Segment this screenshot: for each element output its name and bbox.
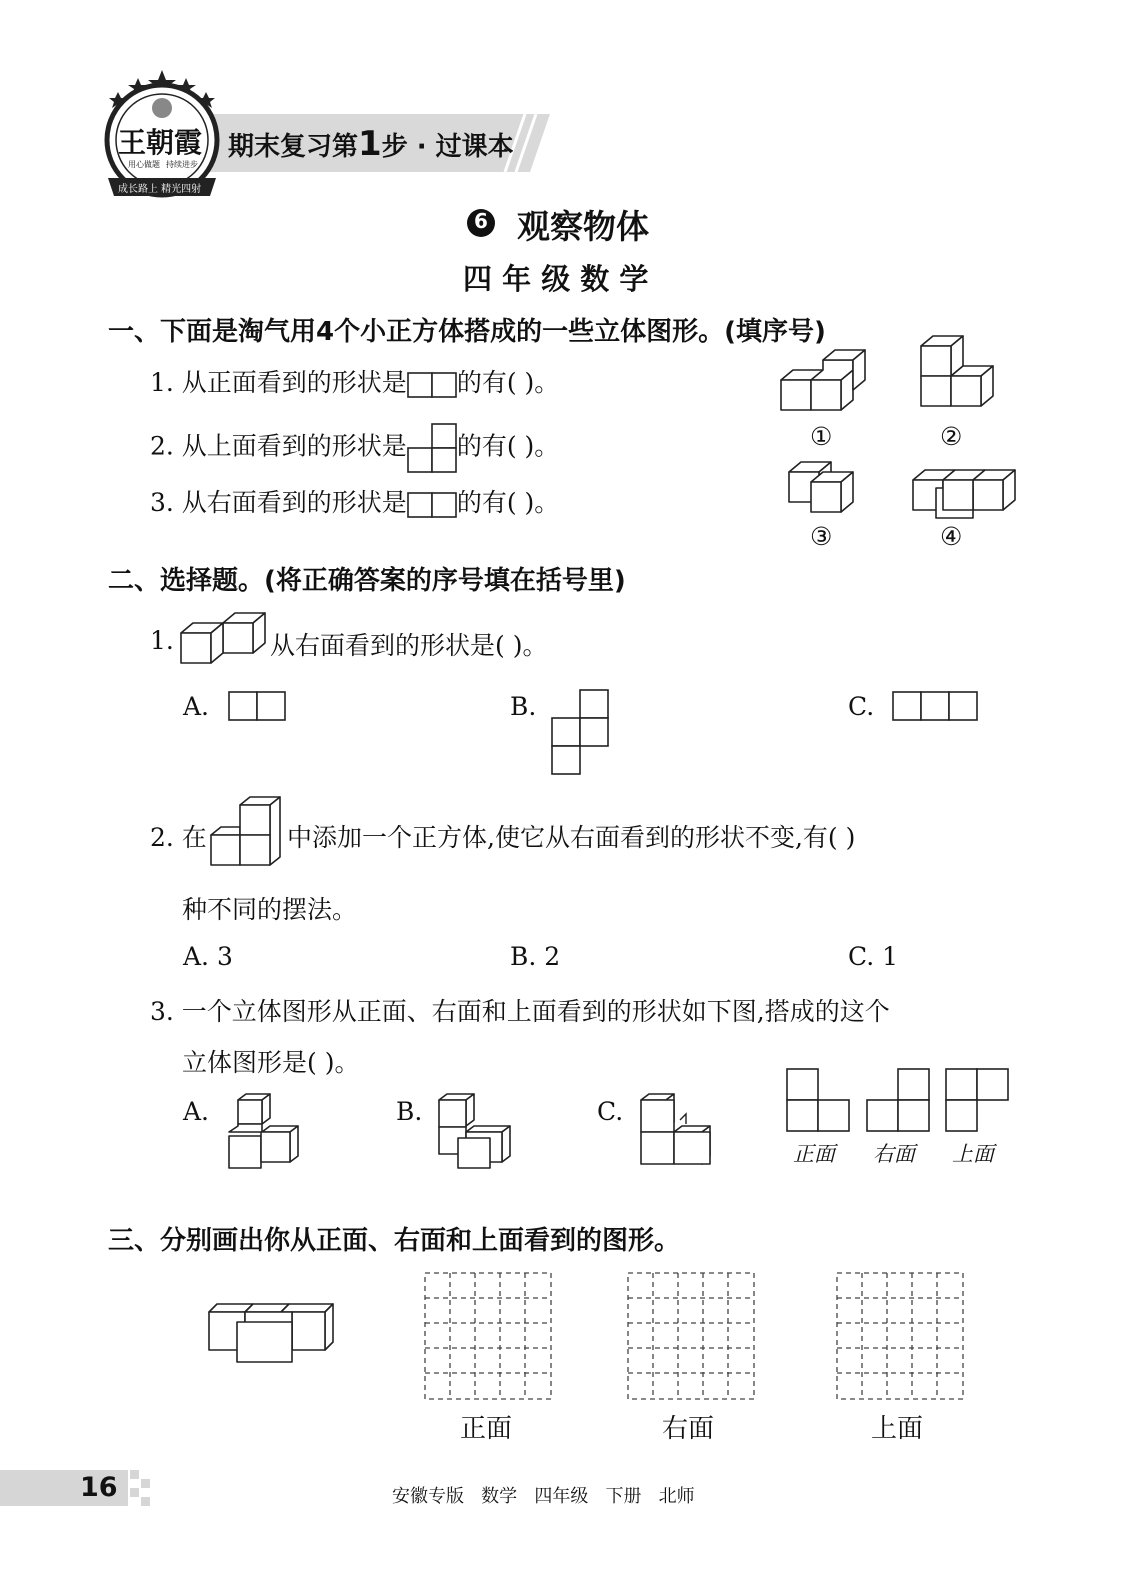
footer-page-tab — [0, 1470, 152, 1506]
s2-q2-text: 中添加一个正方体,使它从右面看到的形状不变,有( ) — [287, 823, 856, 852]
s1-item1-before: 1. 从正面看到的形状是 — [150, 368, 407, 397]
s2-q1-option-b[interactable]: B. — [510, 692, 537, 721]
s2-q2-option-c[interactable]: C. 1 — [848, 942, 899, 971]
s2-q2-number: 2. 在 — [150, 823, 207, 852]
s3-grid-top[interactable] — [836, 1272, 964, 1400]
s2-q1-number: 1. — [150, 626, 174, 655]
s2-q2-figure — [210, 795, 290, 870]
s1-item3-before: 3. 从右面看到的形状是 — [150, 488, 407, 517]
s1-figure-1 — [780, 355, 875, 417]
s1-item1-after: 的有( )。 — [456, 368, 560, 397]
s2-q3-option-b-figure — [438, 1092, 520, 1174]
s2-q3-option-b[interactable]: B. — [396, 1097, 423, 1126]
s1-item3-shape — [407, 492, 457, 518]
s2-q2-option-a[interactable]: A. 3 — [183, 942, 233, 971]
s2-q3-line2: 立体图形是( )。 — [182, 1048, 360, 1077]
logo-motto-right: 持续进步 — [166, 160, 198, 169]
s2-q1-option-c[interactable]: C. — [848, 692, 875, 721]
s1-item2-before: 2. 从上面看到的形状是 — [150, 431, 407, 461]
s2-q3-option-a[interactable]: A. — [183, 1097, 210, 1126]
s2-q3-line1: 3. 一个立体图形从正面、右面和上面看到的形状如下图,搭成的这个 — [150, 997, 890, 1026]
s2-q3-view-right — [866, 1068, 930, 1132]
section2-heading: 二、选择题。(将正确答案的序号填在括号里) — [108, 566, 626, 596]
s1-item2-shape — [407, 423, 457, 473]
s2-q3-view-front-label: 正面 — [793, 1142, 835, 1166]
s1-figure-2-label: ② — [940, 422, 963, 451]
logo-ribbon: 成长路上 精光四射 — [118, 184, 202, 195]
s2-q1-option-c-shape — [892, 691, 978, 721]
s2-q3-view-front — [786, 1068, 850, 1132]
banner-prefix: 期末复习第 — [228, 132, 359, 162]
s1-item2-after: 的有( )。 — [456, 431, 560, 461]
s1-item1-shape — [407, 372, 457, 398]
banner-number: 1 — [358, 124, 382, 164]
s3-grid-right[interactable] — [627, 1272, 755, 1400]
s2-q3-view-top — [945, 1068, 1009, 1132]
s1-item2 — [150, 423, 559, 473]
s3-figure — [208, 1300, 338, 1370]
s1-item3-after: 的有( )。 — [456, 488, 560, 517]
logo-brand: 王朝霞 — [118, 126, 203, 159]
s1-figure-3-label: ③ — [810, 522, 833, 551]
banner-text — [228, 124, 514, 164]
s2-q3-option-c-figure — [640, 1092, 720, 1172]
s2-q1-text: 从右面看到的形状是( )。 — [270, 631, 548, 660]
s3-grid-front-label: 正面 — [460, 1414, 513, 1444]
banner-suffix: 步 · 过课本 — [381, 132, 514, 162]
s3-grid-front[interactable] — [424, 1272, 552, 1400]
s2-q3-option-c[interactable]: C. — [597, 1097, 624, 1126]
s1-item3 — [150, 483, 559, 519]
s2-q3-view-right-label: 右面 — [873, 1142, 915, 1166]
unit-title: 观察物体 — [517, 207, 649, 246]
s1-item1 — [150, 363, 559, 399]
s1-figure-3 — [788, 462, 873, 522]
logo-motto-left: 用心做题 — [128, 160, 160, 169]
s2-q2-option-b[interactable]: B. 2 — [510, 942, 561, 971]
s2-q1-option-a[interactable]: A. — [183, 692, 210, 721]
s2-q3-view-top-label: 上面 — [952, 1142, 994, 1166]
s2-q1-option-b-shape — [551, 689, 611, 775]
s2-q1-figure — [180, 610, 275, 670]
page-subtitle: 四 年 级 数 学 — [463, 262, 649, 296]
s1-figure-4 — [912, 470, 1012, 520]
section1-heading: 一、下面是淘气用4个小正方体搭成的一些立体图形。(填序号) — [108, 317, 826, 347]
unit-number: 6 — [474, 209, 488, 233]
page-number: 16 — [80, 1472, 118, 1503]
s2-q1-option-a-shape — [228, 691, 286, 721]
s2-q2-text2: 种不同的摆法。 — [182, 895, 358, 924]
s1-figure-1-label: ① — [810, 422, 833, 451]
s2-q3-option-a-figure — [228, 1092, 310, 1174]
section3-heading: 三、分别画出你从正面、右面和上面看到的图形。 — [108, 1226, 681, 1256]
s1-figure-2 — [920, 345, 1015, 417]
s3-grid-top-label: 上面 — [871, 1414, 924, 1444]
s3-grid-right-label: 右面 — [662, 1414, 715, 1444]
s1-figure-4-label: ④ — [940, 522, 963, 551]
footer-book-info: 安徽专版 数学 四年级 下册 北师 — [392, 1486, 695, 1507]
